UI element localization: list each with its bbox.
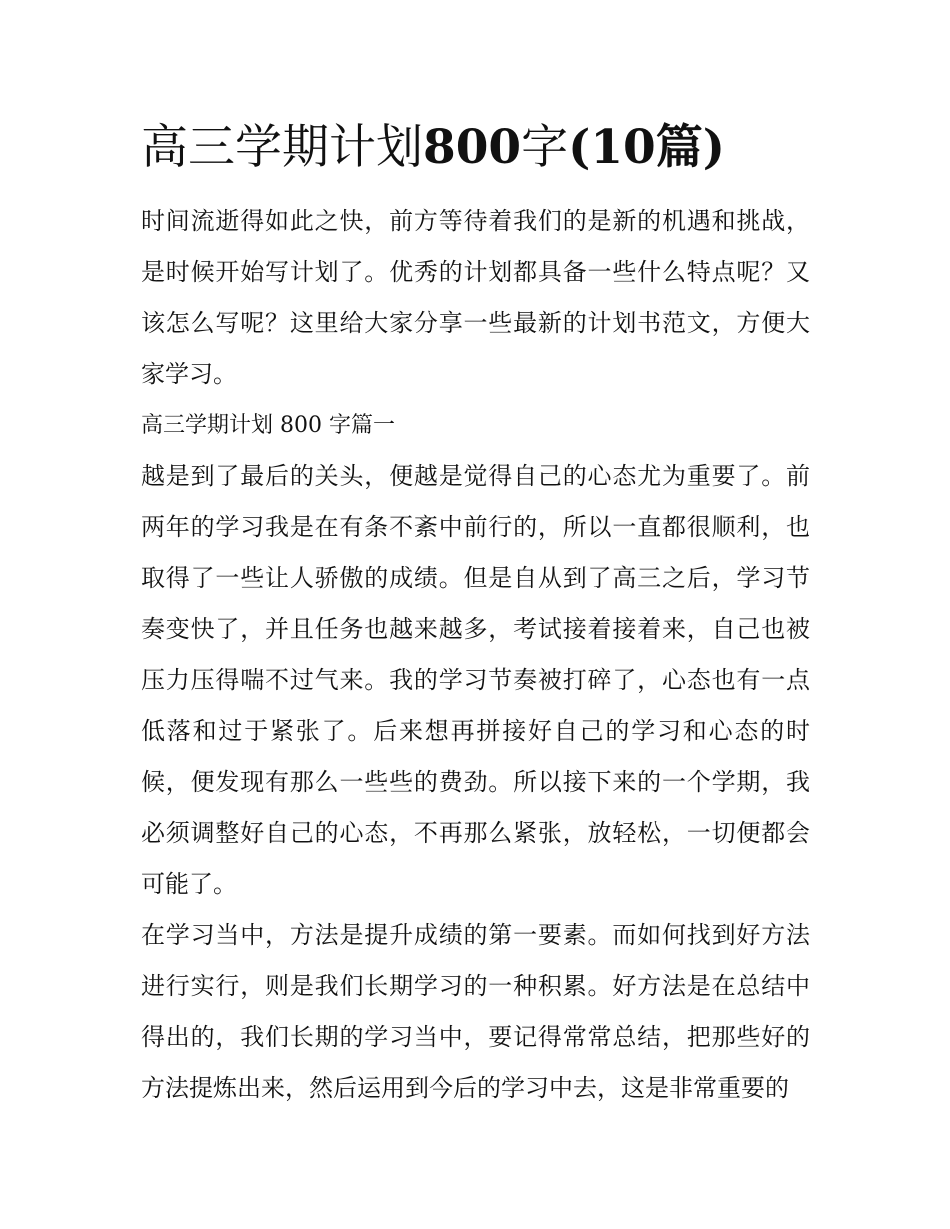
title-suffix: 篇) <box>655 120 726 175</box>
title-unit: 字 <box>521 120 569 175</box>
intro-paragraph: 时间流逝得如此之快，前方等待着我们的是新的机遇和挑战，是时候开始写计划了。优秀的计划都具备一些什么特点呢？又该怎么写呢？这里给大家分享一些最新的计划书范文，方便大家学习。 <box>141 207 810 388</box>
section-heading: 高三学期计划 800 字篇一 <box>141 413 395 438</box>
title-text: 高三学期计划 <box>141 120 423 175</box>
body-paragraph-1: 越是到了最后的关头，便越是觉得自己的心态尤为重要了。前两年的学习我是在有条不紊中前行的，所以一直都很顺利，也取得了一些让人骄傲的成绩。但是自从到了高三之后，学习节奏变快了，并且任务也越来越多，考试接着接着来，自己也被压力压得喘不过气来。我的学习节奏被打碎了，心态也有一点低落和过于紧张了。后来想再拼接好自己的学习和心态的时候，便发现有那么一些些的费劲。所以接下来的一个学期，我必须调整好自己的心态，不再那么紧张，放轻松，一切便都会可能了。 <box>141 462 810 898</box>
body-paragraph-2: 在学习当中，方法是提升成绩的第一要素。而如何找到好方法进行实行，则是我们长期学习的一种积累。好方法是在总结中得出的，我们长期的学习当中，要记得常常总结，把那些好的方法提炼出来，然后运用到今后的学习中去，这是非常重要的 <box>141 921 810 1102</box>
title-count: (10 <box>568 120 656 175</box>
document-title <box>141 118 810 178</box>
title-number: 800 <box>423 120 522 175</box>
